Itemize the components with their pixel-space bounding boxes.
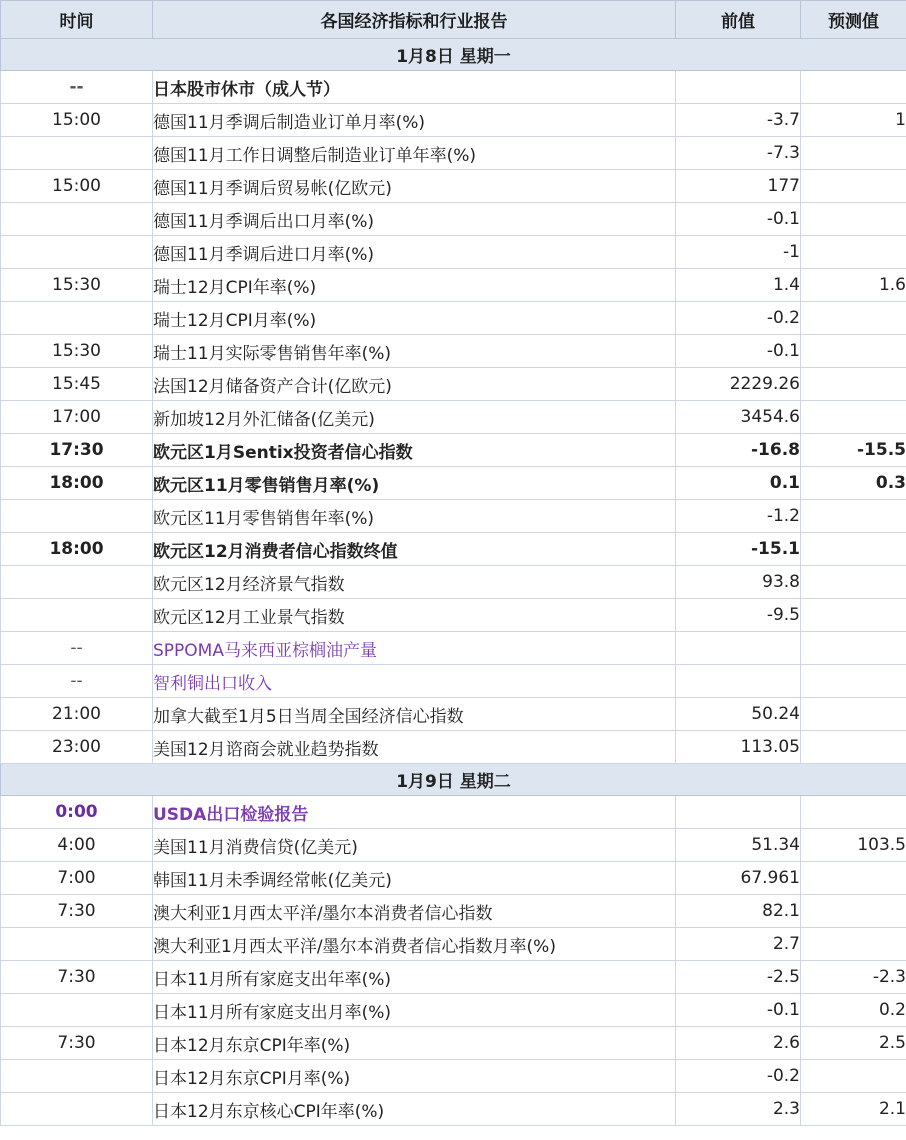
event-time xyxy=(1,302,153,335)
forecast-value xyxy=(801,731,906,764)
previous-value: -1.2 xyxy=(676,500,801,533)
event-time xyxy=(1,1093,153,1126)
table-row xyxy=(1,137,906,170)
event-time: 7:30 xyxy=(1,961,153,994)
event-time: 0:00 xyxy=(1,796,153,829)
event-name: 欧元区12月消费者信心指数终值 xyxy=(153,533,676,566)
table-row xyxy=(1,698,906,731)
event-name: 欧元区11月零售销售月率(%) xyxy=(153,467,676,500)
forecast-value: 103.5 xyxy=(801,829,906,862)
event-name: 欧元区1月Sentix投资者信心指数 xyxy=(153,434,676,467)
previous-value: -16.8 xyxy=(676,434,801,467)
header-time: 时间 xyxy=(1,1,153,39)
forecast-value xyxy=(801,368,906,401)
table-row xyxy=(1,961,906,994)
previous-value xyxy=(676,632,801,665)
table-row xyxy=(1,829,906,862)
previous-value: -1 xyxy=(676,236,801,269)
event-name: 新加坡12月外汇储备(亿美元) xyxy=(153,401,676,434)
forecast-value xyxy=(801,236,906,269)
date-label: 1月9日 星期二 xyxy=(1,764,906,796)
event-time: -- xyxy=(1,665,153,698)
event-time: 17:00 xyxy=(1,401,153,434)
previous-value: -3.7 xyxy=(676,104,801,137)
table-row xyxy=(1,71,906,104)
table-row[interactable] xyxy=(1,632,906,665)
forecast-value: 1 xyxy=(801,104,906,137)
event-name[interactable]: SPPOMA马来西亚棕榈油产量 xyxy=(153,632,676,665)
event-time xyxy=(1,137,153,170)
table-row xyxy=(1,104,906,137)
event-name: 德国11月季调后贸易帐(亿欧元) xyxy=(153,170,676,203)
table-row xyxy=(1,203,906,236)
forecast-value xyxy=(801,928,906,961)
table-row xyxy=(1,467,906,500)
forecast-value: 0.3 xyxy=(801,467,906,500)
previous-value: 67.961 xyxy=(676,862,801,895)
table-row xyxy=(1,566,906,599)
previous-value xyxy=(676,71,801,104)
previous-value: 3454.6 xyxy=(676,401,801,434)
event-name[interactable]: USDA出口检验报告 xyxy=(153,796,676,829)
forecast-value xyxy=(801,335,906,368)
previous-value xyxy=(676,796,801,829)
forecast-value xyxy=(801,566,906,599)
table-header-row xyxy=(1,1,906,39)
forecast-value xyxy=(801,796,906,829)
event-time: 4:00 xyxy=(1,829,153,862)
table-row xyxy=(1,170,906,203)
table-row xyxy=(1,1060,906,1093)
event-name: 法国12月储备资产合计(亿欧元) xyxy=(153,368,676,401)
date-label: 1月8日 星期一 xyxy=(1,39,906,71)
forecast-value xyxy=(801,599,906,632)
event-name[interactable]: 智利铜出口收入 xyxy=(153,665,676,698)
previous-value: -2.5 xyxy=(676,961,801,994)
forecast-value xyxy=(801,665,906,698)
event-time: 18:00 xyxy=(1,533,153,566)
previous-value: 82.1 xyxy=(676,895,801,928)
header-previous: 前值 xyxy=(676,1,801,39)
event-time: -- xyxy=(1,632,153,665)
previous-value: 2.3 xyxy=(676,1093,801,1126)
event-name: 德国11月季调后进口月率(%) xyxy=(153,236,676,269)
previous-value: 0.1 xyxy=(676,467,801,500)
event-name: 日本12月东京核心CPI年率(%) xyxy=(153,1093,676,1126)
event-name: 德国11月工作日调整后制造业订单年率(%) xyxy=(153,137,676,170)
forecast-value: -15.5 xyxy=(801,434,906,467)
previous-value: -9.5 xyxy=(676,599,801,632)
forecast-value xyxy=(801,302,906,335)
previous-value: 2229.26 xyxy=(676,368,801,401)
event-time xyxy=(1,1060,153,1093)
event-time xyxy=(1,994,153,1027)
previous-value: -7.3 xyxy=(676,137,801,170)
event-time: 15:45 xyxy=(1,368,153,401)
forecast-value xyxy=(801,698,906,731)
event-name: 澳大利亚1月西太平洋/墨尔本消费者信心指数 xyxy=(153,895,676,928)
event-name: 日本12月东京CPI年率(%) xyxy=(153,1027,676,1060)
table-row xyxy=(1,895,906,928)
event-time: 7:00 xyxy=(1,862,153,895)
event-name: 瑞士11月实际零售销售年率(%) xyxy=(153,335,676,368)
event-time: 18:00 xyxy=(1,467,153,500)
date-row xyxy=(1,764,906,796)
table-row xyxy=(1,731,906,764)
forecast-value: -2.3 xyxy=(801,961,906,994)
event-time: 15:00 xyxy=(1,170,153,203)
event-name: 美国11月消费信贷(亿美元) xyxy=(153,829,676,862)
table-row xyxy=(1,1027,906,1060)
forecast-value xyxy=(801,895,906,928)
previous-value: 2.6 xyxy=(676,1027,801,1060)
event-time: -- xyxy=(1,71,153,104)
table-row xyxy=(1,1093,906,1126)
event-name: 欧元区12月工业景气指数 xyxy=(153,599,676,632)
event-name: 瑞士12月CPI月率(%) xyxy=(153,302,676,335)
previous-value: -15.1 xyxy=(676,533,801,566)
event-name: 日本11月所有家庭支出月率(%) xyxy=(153,994,676,1027)
event-time xyxy=(1,928,153,961)
table-row xyxy=(1,533,906,566)
previous-value: 113.05 xyxy=(676,731,801,764)
previous-value: 51.34 xyxy=(676,829,801,862)
previous-value xyxy=(676,665,801,698)
forecast-value xyxy=(801,170,906,203)
calendar-body xyxy=(1,39,906,1126)
forecast-value xyxy=(801,862,906,895)
forecast-value xyxy=(801,500,906,533)
event-time: 15:30 xyxy=(1,335,153,368)
event-time xyxy=(1,236,153,269)
previous-value: -0.1 xyxy=(676,994,801,1027)
event-name: 德国11月季调后出口月率(%) xyxy=(153,203,676,236)
event-time xyxy=(1,203,153,236)
event-time: 7:30 xyxy=(1,895,153,928)
forecast-value xyxy=(801,401,906,434)
event-time: 15:00 xyxy=(1,104,153,137)
event-time xyxy=(1,566,153,599)
forecast-value: 2.5 xyxy=(801,1027,906,1060)
table-row xyxy=(1,500,906,533)
table-row xyxy=(1,862,906,895)
forecast-value xyxy=(801,632,906,665)
forecast-value xyxy=(801,203,906,236)
previous-value: -0.2 xyxy=(676,302,801,335)
table-row xyxy=(1,434,906,467)
previous-value: 93.8 xyxy=(676,566,801,599)
date-row xyxy=(1,39,906,71)
event-name: 加拿大截至1月5日当周全国经济信心指数 xyxy=(153,698,676,731)
event-time xyxy=(1,599,153,632)
previous-value: 177 xyxy=(676,170,801,203)
previous-value: -0.1 xyxy=(676,203,801,236)
previous-value: -0.2 xyxy=(676,1060,801,1093)
forecast-value xyxy=(801,533,906,566)
event-name: 德国11月季调后制造业订单月率(%) xyxy=(153,104,676,137)
forecast-value: 1.6 xyxy=(801,269,906,302)
table-row xyxy=(1,994,906,1027)
event-name: 欧元区11月零售销售年率(%) xyxy=(153,500,676,533)
header-forecast: 预测值 xyxy=(801,1,906,39)
event-time: 7:30 xyxy=(1,1027,153,1060)
previous-value: 50.24 xyxy=(676,698,801,731)
forecast-value: 2.1 xyxy=(801,1093,906,1126)
event-name: 欧元区12月经济景气指数 xyxy=(153,566,676,599)
event-time: 23:00 xyxy=(1,731,153,764)
event-name: 澳大利亚1月西太平洋/墨尔本消费者信心指数月率(%) xyxy=(153,928,676,961)
table-row xyxy=(1,368,906,401)
table-row xyxy=(1,928,906,961)
forecast-value xyxy=(801,71,906,104)
table-row xyxy=(1,269,906,302)
event-time: 17:30 xyxy=(1,434,153,467)
event-name: 瑞士12月CPI年率(%) xyxy=(153,269,676,302)
event-name: 日本股市休市（成人节） xyxy=(153,71,676,104)
table-row xyxy=(1,236,906,269)
event-name: 日本12月东京CPI月率(%) xyxy=(153,1060,676,1093)
table-row xyxy=(1,302,906,335)
event-name: 日本11月所有家庭支出年率(%) xyxy=(153,961,676,994)
previous-value: 1.4 xyxy=(676,269,801,302)
event-time xyxy=(1,500,153,533)
forecast-value: 0.2 xyxy=(801,994,906,1027)
table-row[interactable] xyxy=(1,665,906,698)
event-time: 15:30 xyxy=(1,269,153,302)
previous-value: 2.7 xyxy=(676,928,801,961)
table-row xyxy=(1,599,906,632)
table-row xyxy=(1,335,906,368)
table-row xyxy=(1,401,906,434)
event-time: 21:00 xyxy=(1,698,153,731)
event-name: 美国12月谘商会就业趋势指数 xyxy=(153,731,676,764)
table-row[interactable] xyxy=(1,796,906,829)
forecast-value xyxy=(801,1060,906,1093)
header-event: 各国经济指标和行业报告 xyxy=(153,1,676,39)
forecast-value xyxy=(801,137,906,170)
previous-value: -0.1 xyxy=(676,335,801,368)
event-name: 韩国11月未季调经常帐(亿美元) xyxy=(153,862,676,895)
